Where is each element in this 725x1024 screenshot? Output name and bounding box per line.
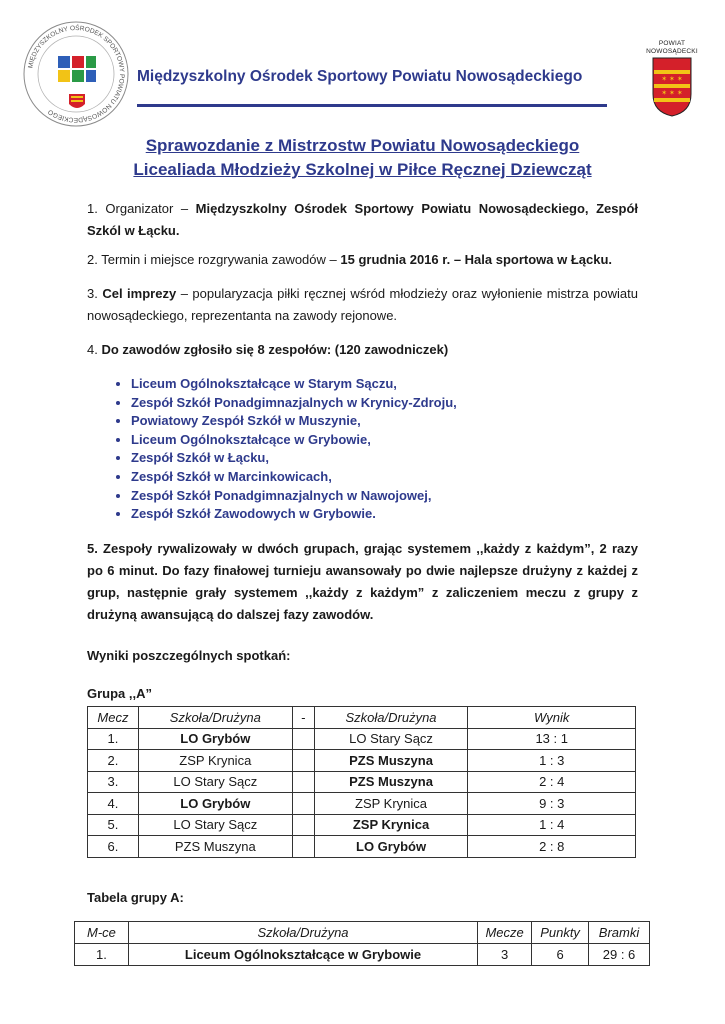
table-row xyxy=(88,814,636,836)
standing-games: 3 xyxy=(478,944,532,966)
teams-number: 4. xyxy=(87,342,102,357)
goal-text: – popularyzacja piłki ręcznej wśród młodzieży oraz wyłonienie mistrza powiatu nowosądeckiego, reprezentanta na zawody rejonowe. xyxy=(87,286,638,323)
game-team1: ZSP Krynica xyxy=(138,750,292,772)
table-header-row xyxy=(75,922,650,944)
column-header: Szkoła/Drużyna xyxy=(128,922,477,944)
date-place-label: 2. Termin i miejsce rozgrywania zawodów – xyxy=(87,252,341,267)
section-organizer xyxy=(87,198,638,242)
section-teams-intro xyxy=(87,339,638,361)
game-team1: LO Stary Sącz xyxy=(138,771,292,793)
list-item: • Zespół Szkół Zawodowych w Grybowie. xyxy=(131,505,638,524)
game-score: 2 : 8 xyxy=(468,836,636,858)
standing-place: 1. xyxy=(75,944,129,966)
column-header: Mecze xyxy=(478,922,532,944)
report-title-line2: Licealiada Młodzieży Szkolnej w Piłce Ręcznej Dziewcząt xyxy=(133,160,592,179)
goal-label: Cel imprezy xyxy=(102,286,177,301)
game-score: 9 : 3 xyxy=(468,793,636,815)
section-system: 5. Zespoły rywalizowały w dwóch grupach, grając systemem ,,każdy z każdym”, 2 razy po 6 minut. Do fazy finałowej turnieju awansowały po dwie najlepsze drużyny z każdej z grup, następnie grały systemem ,,każdy z każdym” z zaliczeniem meczu z grupy z drużyną awansującą do dalszej fazy zawodów. xyxy=(87,540,638,622)
game-number: 2. xyxy=(88,750,139,772)
game-team2: ZSP Krynica xyxy=(314,814,468,836)
list-item: • Zespół Szkół Ponadgimnazjalnych w Krynicy-Zdroju, xyxy=(131,394,638,413)
logo-ring-text: MIĘDZYSZKOLNY OŚRODEK SPORTOWY POWIATU NOWOSĄDECKIEGO xyxy=(27,24,126,124)
table-header-row xyxy=(88,707,636,729)
game-team2: PZS Muszyna xyxy=(314,750,468,772)
teams-list xyxy=(87,375,638,524)
goal-number: 3. xyxy=(87,286,103,301)
table-a-heading: Tabela grupy A: xyxy=(87,890,184,905)
table-row xyxy=(88,771,636,793)
column-header: - xyxy=(292,707,314,729)
list-item: • Zespół Szkół w Łącku, xyxy=(131,449,638,468)
svg-text:✶ ✶ ✶: ✶ ✶ ✶ xyxy=(661,90,683,97)
mos-logo xyxy=(22,20,130,128)
game-separator xyxy=(292,836,314,858)
standing-points: 6 xyxy=(532,944,589,966)
svg-text:✶ ✶ ✶: ✶ ✶ ✶ xyxy=(661,76,683,83)
game-team1: LO Grybów xyxy=(138,793,292,815)
report-title-line1: Sprawozdanie z Mistrzostw Powiatu Nowosądeckiego xyxy=(145,136,580,155)
list-item: • Liceum Ogólnokształcące w Starym Sączu, xyxy=(131,375,638,394)
standing-goals: 29 : 6 xyxy=(589,944,650,966)
section-date-place xyxy=(87,249,638,271)
table-row xyxy=(88,750,636,772)
table-row xyxy=(88,793,636,815)
date-place-value: 15 grudnia 2016 r. – Hala sportowa w Łącku. xyxy=(340,252,613,267)
column-header: M-ce xyxy=(75,922,129,944)
game-team2: LO Grybów xyxy=(314,836,468,858)
game-score: 13 : 1 xyxy=(468,728,636,750)
game-team2: ZSP Krynica xyxy=(314,793,468,815)
table-row xyxy=(88,728,636,750)
game-team1: PZS Muszyna xyxy=(138,836,292,858)
crest-shield-icon xyxy=(636,56,708,118)
game-separator xyxy=(292,728,314,750)
game-team2: LO Stary Sącz xyxy=(314,728,468,750)
column-header: Wynik xyxy=(468,707,636,729)
column-header: Punkty xyxy=(532,922,589,944)
powiat-crest xyxy=(636,40,708,120)
header-rule xyxy=(137,104,607,107)
game-separator xyxy=(292,771,314,793)
organizer-label: 1. Organizator – xyxy=(87,201,196,216)
list-item: • Zespół Szkół Ponadgimnazjalnych w Nawojowej, xyxy=(131,487,638,506)
game-team1: LO Grybów xyxy=(138,728,292,750)
column-header: Mecz xyxy=(88,707,139,729)
game-number: 6. xyxy=(88,836,139,858)
standing-team: Liceum Ogólnokształcące w Grybowie xyxy=(128,944,477,966)
game-score: 1 : 3 xyxy=(468,750,636,772)
game-team1: LO Stary Sącz xyxy=(138,814,292,836)
list-item: • Powiatowy Zespół Szkół w Muszynie, xyxy=(131,412,638,431)
group-a-games-table xyxy=(87,706,636,858)
list-item: • Liceum Ogólnokształcące w Grybowie, xyxy=(131,431,638,450)
game-team2: PZS Muszyna xyxy=(314,771,468,793)
crest-label-line2: NOWOSĄDECKI xyxy=(646,48,698,55)
column-header: Szkoła/Drużyna xyxy=(314,707,468,729)
teams-intro: Do zawodów zgłosiło się 8 zespołów: (120 zawodniczek) xyxy=(101,342,449,357)
report-body xyxy=(87,198,638,705)
game-number: 3. xyxy=(88,771,139,793)
column-header: Bramki xyxy=(589,922,650,944)
game-number: 1. xyxy=(88,728,139,750)
report-title xyxy=(0,134,725,182)
table-row xyxy=(88,836,636,858)
organizer-name: Międzyszkolny Ośrodek Sportowy Powiatu Nowosądeckiego, Zespół Szkól w Łącku. xyxy=(87,201,638,238)
results-heading: Wyniki poszczególnych spotkań: xyxy=(87,647,291,663)
game-separator xyxy=(292,750,314,772)
group-a-standings-table xyxy=(74,921,650,966)
section-goal xyxy=(87,283,638,327)
org-name: Międzyszkolny Ośrodek Sportowy Powiatu Nowosądeckiego xyxy=(137,68,583,85)
game-score: 2 : 4 xyxy=(468,771,636,793)
column-header: Szkoła/Drużyna xyxy=(138,707,292,729)
group-a-heading: Grupa ,,A” xyxy=(87,685,153,701)
table-row xyxy=(75,944,650,966)
game-score: 1 : 4 xyxy=(468,814,636,836)
crest-label-line1: POWIAT xyxy=(658,40,686,47)
list-item: • Zespół Szkół w Marcinkowicach, xyxy=(131,468,638,487)
game-separator xyxy=(292,814,314,836)
game-number: 5. xyxy=(88,814,139,836)
game-number: 4. xyxy=(88,793,139,815)
game-separator xyxy=(292,793,314,815)
